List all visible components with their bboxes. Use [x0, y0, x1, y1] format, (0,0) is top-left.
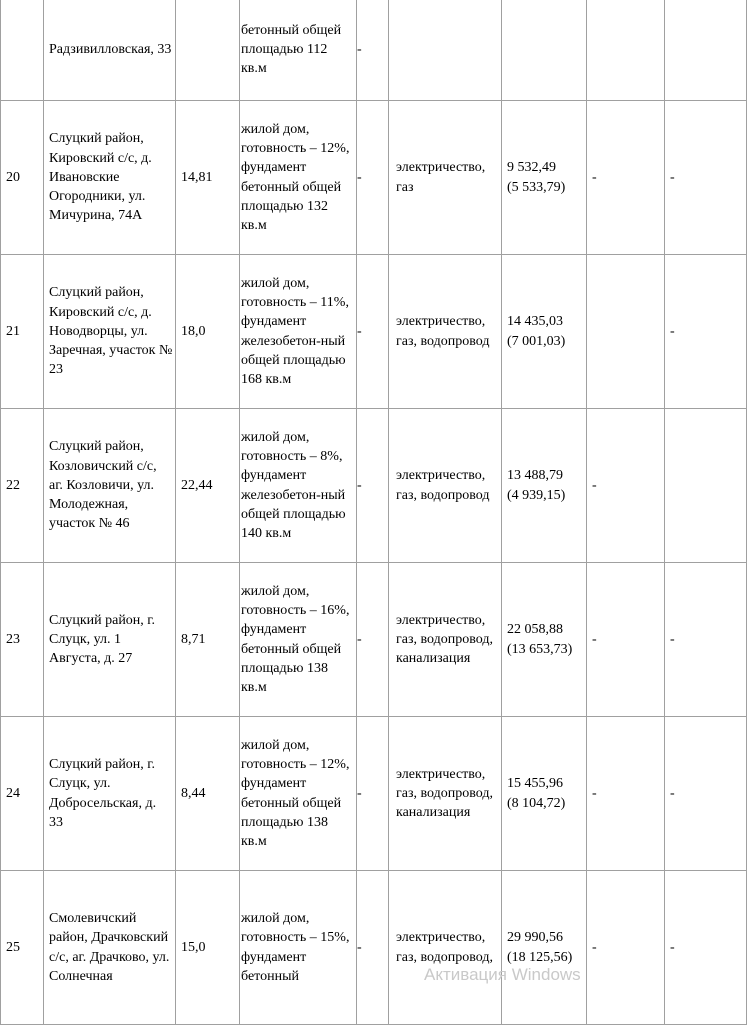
address-cell-text: Слуцкий район, г. Слуцк, ул. Добросельская, д. 33	[49, 757, 157, 830]
area-cell	[176, 717, 240, 871]
dash-cell-text: -	[357, 477, 362, 493]
extra-cell-1	[587, 717, 665, 871]
cost-value: 29 990,56	[507, 930, 563, 946]
row-number	[1, 101, 44, 255]
table-row	[1, 871, 747, 1025]
windows-activation-watermark: Активация Windows	[424, 965, 581, 984]
area-cell-text: 18,0	[181, 323, 206, 339]
cost-secondary-value: (5 533,79)	[507, 179, 566, 195]
cost-value: 9 532,49	[507, 160, 556, 176]
address-cell-text: Слуцкий район, г. Слуцк, ул. 1 Августа, д. 27	[49, 612, 155, 667]
description-cell	[240, 871, 357, 1025]
description-cell-text: жилой дом, готовность – 12%, фундамент бетонный общей площадью 132 кв.м	[241, 121, 350, 233]
dash-cell-text: -	[357, 785, 362, 801]
cost-cell	[502, 255, 587, 409]
utilities-cell-text: электричество, газ, водопровод	[396, 468, 490, 503]
description-cell	[240, 101, 357, 255]
address-cell	[44, 409, 176, 563]
dash-cell-text: -	[357, 631, 362, 647]
utilities-cell	[389, 871, 502, 1025]
address-cell-text: Смолевичский район, Драчковский с/с, аг. Драчково, ул. Солнечная	[49, 911, 170, 984]
description-cell-text: жилой дом, готовность – 11%, фундамент железобетон-ный общей площадью 168 кв.м	[241, 275, 349, 387]
area-cell	[176, 563, 240, 717]
address-cell	[44, 255, 176, 409]
extra-cell-1-text: -	[592, 939, 597, 955]
cost-cell	[502, 0, 587, 101]
extra-cell-1-text: -	[592, 631, 597, 647]
description-cell-text: жилой дом, готовность – 12%, фундамент бетонный общей площадью 138 кв.м	[241, 737, 350, 849]
area-cell	[176, 871, 240, 1025]
cost-secondary-value: (8 104,72)	[507, 795, 566, 811]
extra-cell-1	[587, 563, 665, 717]
row-number-text: 23	[6, 631, 20, 647]
address-cell	[44, 717, 176, 871]
cost-secondary-value: (13 653,73)	[507, 641, 573, 657]
utilities-cell	[389, 0, 502, 101]
extra-cell-2	[665, 255, 747, 409]
cost-cell	[502, 409, 587, 563]
row-number	[1, 255, 44, 409]
cost-cell	[502, 871, 587, 1025]
dash-cell	[357, 563, 389, 717]
address-cell-text: Радзивилловская, 33	[49, 41, 172, 57]
dash-cell	[357, 871, 389, 1025]
table-row	[1, 717, 747, 871]
dash-cell-text: -	[357, 41, 362, 57]
cost-value: 22 058,88	[507, 622, 563, 638]
row-number	[1, 409, 44, 563]
dash-cell-text: -	[357, 323, 362, 339]
address-cell-text: Слуцкий район, Козловичский с/с, аг. Козловичи, ул. Молодежная, участок № 46	[49, 439, 157, 532]
area-cell-text: 15,0	[181, 939, 206, 955]
dash-cell	[357, 717, 389, 871]
extra-cell-1-text: -	[592, 477, 597, 493]
utilities-cell	[389, 409, 502, 563]
utilities-cell-text: электричество, газ, водопровод	[396, 314, 490, 349]
area-cell-text: 8,44	[181, 785, 206, 801]
cost-secondary-value: (7 001,03)	[507, 333, 566, 349]
area-cell	[176, 409, 240, 563]
address-cell-text: Слуцкий район, Кировский с/с, д. Новодворцы, ул. Заречная, участок № 23	[49, 285, 173, 378]
utilities-cell	[389, 255, 502, 409]
table-row	[1, 409, 747, 563]
area-cell-text: 22,44	[181, 477, 213, 493]
description-cell	[240, 0, 357, 101]
dash-cell-text: -	[357, 939, 362, 955]
row-number	[1, 0, 44, 101]
dash-cell	[357, 101, 389, 255]
description-cell-text: жилой дом, готовность – 8%, фундамент железобетон-ный общей площадью 140 кв.м	[241, 429, 346, 541]
dash-cell-text: -	[357, 169, 362, 185]
area-cell	[176, 255, 240, 409]
extra-cell-1-text: -	[592, 169, 597, 185]
address-cell	[44, 871, 176, 1025]
area-cell-text: 14,81	[181, 169, 213, 185]
table-row	[1, 563, 747, 717]
utilities-cell-text: электричество, газ, водопровод, канализация	[396, 766, 493, 821]
extra-cell-2	[665, 717, 747, 871]
dash-cell	[357, 0, 389, 101]
table-row	[1, 101, 747, 255]
utilities-cell	[389, 717, 502, 871]
extra-cell-2-text: -	[670, 785, 675, 801]
extra-cell-1	[587, 101, 665, 255]
row-number	[1, 563, 44, 717]
dash-cell	[357, 409, 389, 563]
row-number	[1, 871, 44, 1025]
description-cell	[240, 717, 357, 871]
cost-cell	[502, 563, 587, 717]
area-cell	[176, 101, 240, 255]
utilities-cell-text: электричество, газ	[396, 160, 486, 195]
extra-cell-1	[587, 255, 665, 409]
extra-cell-2	[665, 0, 747, 101]
cost-value: 15 455,96	[507, 776, 563, 792]
extra-cell-2-text: -	[670, 169, 675, 185]
cost-secondary-value: (4 939,15)	[507, 487, 566, 503]
dash-cell	[357, 255, 389, 409]
row-number-text: 25	[6, 939, 20, 955]
address-cell	[44, 563, 176, 717]
description-cell	[240, 563, 357, 717]
description-cell	[240, 255, 357, 409]
extra-cell-2-text: -	[670, 323, 675, 339]
table-row	[1, 255, 747, 409]
utilities-cell-text: электричество, газ, водопровод,	[396, 930, 493, 965]
cost-cell	[502, 101, 587, 255]
utilities-cell-text: электричество, газ, водопровод, канализация	[396, 612, 493, 667]
utilities-cell	[389, 101, 502, 255]
row-number-text: 24	[6, 785, 20, 801]
description-cell	[240, 409, 357, 563]
extra-cell-1	[587, 409, 665, 563]
cost-secondary-value: (18 125,56)	[507, 949, 573, 965]
description-cell-text: жилой дом, готовность – 16%, фундамент бетонный общей площадью 138 кв.м	[241, 583, 350, 695]
address-cell	[44, 0, 176, 101]
row-number-text: 21	[6, 323, 20, 339]
extra-cell-2-text: -	[670, 631, 675, 647]
description-cell-text: бетонный общей площадью 112 кв.м	[241, 22, 342, 77]
extra-cell-1	[587, 871, 665, 1025]
table-row	[1, 0, 747, 101]
extra-cell-2	[665, 871, 747, 1025]
area-cell	[176, 0, 240, 101]
row-number	[1, 717, 44, 871]
row-number-text: 20	[6, 169, 20, 185]
row-number-text: 22	[6, 477, 20, 493]
extra-cell-1-text: -	[592, 785, 597, 801]
cost-cell	[502, 717, 587, 871]
utilities-cell	[389, 563, 502, 717]
extra-cell-2	[665, 409, 747, 563]
area-cell-text: 8,71	[181, 631, 206, 647]
extra-cell-2-text: -	[670, 939, 675, 955]
extra-cell-2	[665, 101, 747, 255]
cost-value: 14 435,03	[507, 314, 563, 330]
extra-cell-2	[665, 563, 747, 717]
address-cell	[44, 101, 176, 255]
address-cell-text: Слуцкий район, Кировский с/с, д. Ивановские Огородники, ул. Мичурина, 74А	[49, 131, 152, 224]
description-cell-text: жилой дом, готовность – 15%, фундамент бетонный	[241, 911, 350, 984]
extra-cell-1	[587, 0, 665, 101]
cost-value: 13 488,79	[507, 468, 563, 484]
